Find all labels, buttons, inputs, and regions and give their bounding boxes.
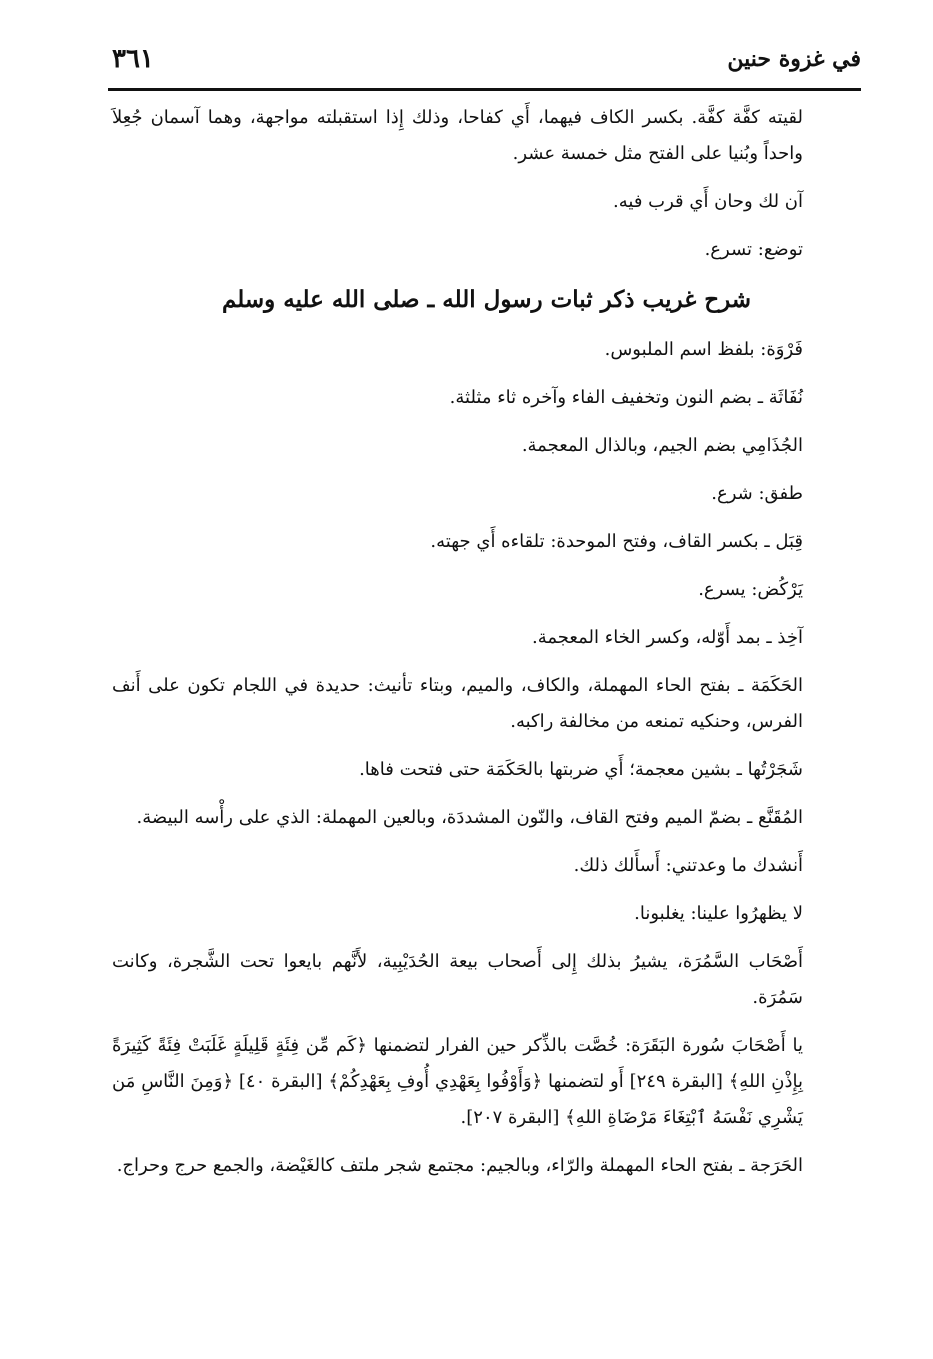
glossary-entry: نُفَاثَة ـ بضم النون وتخفيف الفاء وآخره ثاء مثلثة. xyxy=(449,387,803,408)
glossary-entry: الجُذَامِي بضم الجيم، وبالذال المعجمة. xyxy=(521,435,803,456)
header-divider xyxy=(108,88,861,91)
chapter-title: في غزوة حنين xyxy=(727,46,861,72)
glossary-entry: الحَرَجة ـ بفتح الحاء المهملة والرّاء، وبالجيم: مجتمع شجر ملتف كالغَيْضة، والجمع حرج وحراج. xyxy=(116,1155,803,1176)
glossary-entry: يَرْكُض: يسرع. xyxy=(698,579,803,600)
glossary-entry: المُقَنَّع ـ بضمّ الميم وفتح القاف، والنّون المشددَة، وبالعين المهملة: الذي على رأْسه البيضة. xyxy=(136,807,803,828)
glossary-entry: أَصْحَاب السَّمُرَة، يشيرُ بذلك إِلى أَصحاب بيعة الحُدَيْبِية، لأَنَّهم بايعوا تحت الشَّجرة، وكانت سَمُرَة. xyxy=(112,951,803,1008)
glossary-entry: الحَكَمَة ـ بفتح الحاء المهملة، والكاف، والميم، وبتاء تأنيث: حديدة في اللجام تكون على أَنف الفرس، وحنكيه تمنعه من مخالفة راكبه. xyxy=(112,675,803,732)
glossary-entry: لا يظهرُوا علينا: يغلبونا. xyxy=(634,903,803,924)
page-header xyxy=(112,40,861,84)
glossary-entry: طفق: شرع. xyxy=(711,483,803,504)
section-heading: شرح غريب ذكر ثبات رسول الله ـ صلى الله عليه وسلم xyxy=(221,286,752,313)
page-body xyxy=(112,100,861,1196)
glossary-entry: قِبَل ـ بكسر القاف، وفتح الموحدة: تلقاءه أَي جهته. xyxy=(430,531,803,552)
glossary-entry: شَجَرْتُها ـ بشين معجمة؛ أَي ضربتها بالحَكَمَة حتى فتحت فاها. xyxy=(359,759,803,780)
page-number: ٣٦١ xyxy=(112,44,154,74)
glossary-entry: فَرْوَة: بلفظ اسم الملبوس. xyxy=(604,339,803,360)
glossary-entry: أَنشدك ما وعدتني: أَسأَلك ذلك. xyxy=(573,855,803,876)
paragraph: لقيته كفَّة كفَّة. بكسر الكاف فيهما، أَي كفاحا، وذلك إِذا استقبلته مواجهة، وهما آسمان جُعِلاَ واحداً وبُنيا على الفتح مثل خمسة عشر. xyxy=(112,107,803,164)
paragraph: آن لك وحان أَي قرب فيه. xyxy=(613,191,803,212)
glossary-entry-quran: يا أَصْحَابَ سُورة البَقَرَة: خُصَّت بالذِّكر حين الفرار لتضمنها ﴿كَم مِّن فِئَةٍ قَلِيلَةٍ غَلَبَتْ فِئَةً كَثِيرَةً بِإِذْنِ اللهِ﴾ [البقرة ٢٤٩] أَو لتضمنها ﴿وَأَوْفُوا بِعَهْدِي أُوفِ بِعَهْدِكُمْ﴾ [البقرة ٤٠] ﴿وَمِنَ النَّاسِ مَن يَشْرِي نَفْسَهُ ٱبْتِغَاءَ مَرْضَاةِ اللهِ﴾ [البقرة ٢٠٧]. xyxy=(112,1035,803,1128)
paragraph: توضع: تسرع. xyxy=(704,239,803,260)
glossary-entry: آخِذ ـ بمد أَوّله، وكسر الخاء المعجمة. xyxy=(532,627,803,648)
